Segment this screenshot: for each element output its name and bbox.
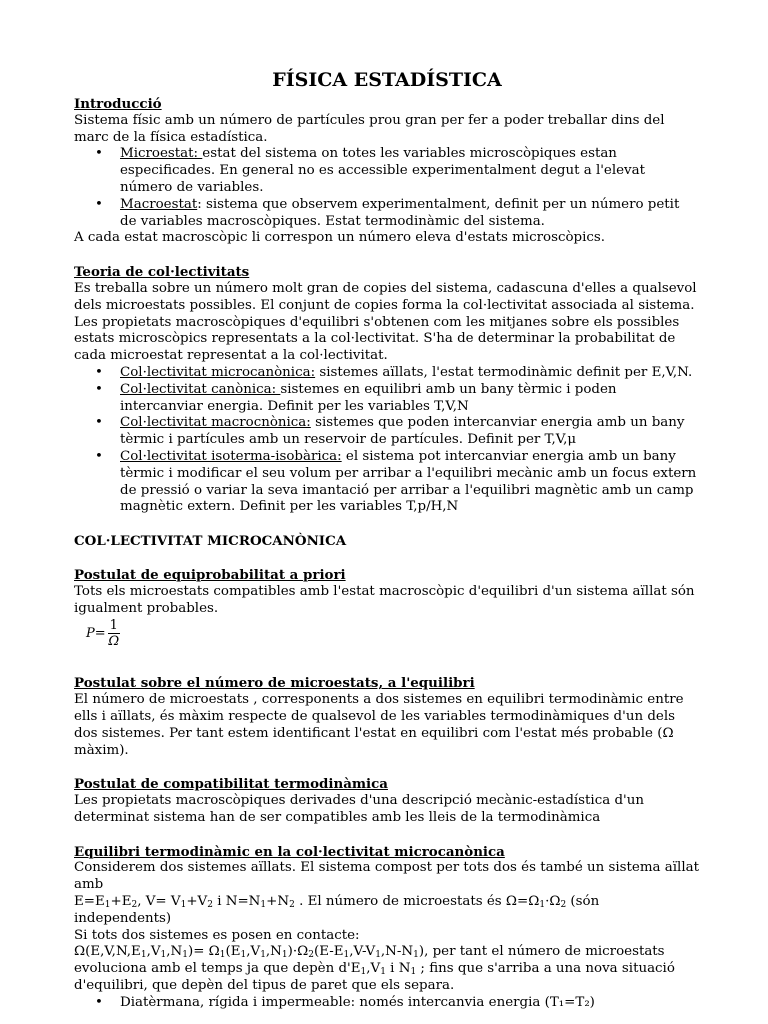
bullet-icon: •: [95, 415, 103, 431]
list-item: [74, 146, 700, 196]
bullet-icon: •: [95, 196, 103, 212]
formula-fraction: [108, 619, 120, 650]
section-heading-introduccio: Introducció: [74, 96, 162, 112]
bullet-icon: •: [95, 381, 103, 397]
formula-numerator: 1: [109, 618, 118, 634]
term-microcanonica: Col·lectivitat microcanònica:: [120, 364, 316, 380]
collectivitats-list: [74, 365, 700, 516]
page-title: FÍSICA ESTADÍSTICA: [272, 69, 502, 91]
list-item: [74, 415, 700, 449]
equilibri-line-2: $E=E_1+E_2$, $V= V_1+V_2$ i $N=N_1+N_2$ . El número de microestats és $\Omega=\Omega_1\cdot\Omega_2$ (són independents): [74, 894, 600, 926]
document-page: [74, 68, 700, 1012]
equilibri-formula-paragraph: $\Omega(E,V,N,E_1,V_1,N_1)= \Omega_1(E_1,V_1,N_1)\cdot\Omega_2(E-E_1,V-V_1,N-N_1)$, per tant el número de microestats evoluciona amb el temps ja que depèn $d'E_1,V_1$ i $N_1$ ; fins que s'arriba a una nova situació d'equilibri, que depèn del tipus de paret que els separa.: [74, 944, 675, 994]
wall-types-list: [74, 995, 700, 1012]
list-item: [74, 995, 700, 1012]
section-heading-teoria: Teoria de col·lectivitats: [74, 264, 250, 281]
postulat-microestats-text: El número de microestats , corresponents a dos sistemes en equilibri termodinàmic entre ells i aïllats, és màxim respecte de qualsevol de les variables termodinàmiques d'un dels dos sistemes. Per tant estem identificant l'estat en equilibri com l'estat més probable (Ω màxim).: [74, 692, 684, 758]
term-definition: sistemes que poden intercanviar energia amb un bany tèrmic i partícules amb un reservoir de partícules. Definit per T,V,μ: [120, 415, 685, 448]
term-macrocanonica: Col·lectivitat macrocnònica:: [120, 415, 311, 431]
intro-list: [74, 146, 700, 230]
subsection-heading-equilibri: Equilibri termodinàmic en la col·lectivitat microcanònica: [74, 843, 505, 860]
intro-paragraph: Sistema físic amb un número de partícules prou gran per fer a poder treballar dins del marc de la física estadística.: [74, 112, 665, 145]
bullet-icon: •: [95, 448, 103, 464]
term-microestat: Microestat:: [120, 146, 203, 162]
term-canonica: Col·lectivitat canònica:: [120, 381, 281, 397]
list-item: [74, 449, 700, 516]
term-definition: sistemes en equilibri amb un bany tèrmic i poden intercanviar energia. Definit per les variables T,V,N: [120, 381, 617, 414]
list-item: [74, 365, 700, 382]
postulat-compatibilitat-text: Les propietats macroscòpiques derivades d'una descripció mecànic-estadística d'un determinat sistema han de ser compatibles amb les lleis de la termodinàmica: [74, 793, 644, 825]
term-isoterma-isobarica: Col·lectivitat isoterma-isobàrica:: [120, 448, 342, 464]
equilibri-line-3: Si tots dos sistemes es posen en contacte:: [74, 927, 360, 943]
bullet-icon: •: [95, 364, 103, 380]
bullet-icon: •: [95, 146, 103, 162]
list-item: [74, 197, 700, 231]
list-item: [74, 382, 700, 416]
subsection-heading-postulat-microestats: Postulat sobre el número de microestats, a l'equilibri: [74, 675, 475, 692]
probability-formula: [86, 619, 700, 650]
section-heading-microcanonica: COL·LECTIVITAT MICROCANÒNICA: [74, 533, 347, 550]
formula-lhs: P=: [86, 626, 106, 642]
postulat-equiprobabilitat-text: Tots els microestats compatibles amb l'estat macroscòpic d'equilibri d'un sistema aïllat són igualment probables.: [74, 583, 695, 616]
term-definition: sistemes aïllats, l'estat termodinàmic definit per E,V,N.: [315, 364, 693, 380]
term-definition: estat del sistema on totes les variables microscòpiques estan especificades. En general no es accessible experimentalment degut a l'elevat número de variables.: [120, 146, 645, 195]
subsection-heading-postulat-equiprobabilitat: Postulat de equiprobabilitat a priori: [74, 566, 346, 583]
formula-denominator: Ω: [108, 634, 120, 650]
term-macroestat: Macroestat: [120, 196, 198, 212]
subsection-heading-postulat-compatibilitat: Postulat de compatibilitat termodinàmica: [74, 776, 388, 793]
equilibri-line-1: Considerem dos sistemes aïllats. El sistema compost per tots dos és també un sistema aïllat amb: [74, 860, 699, 893]
intro-closing: A cada estat macroscòpic li correspon un número eleva d'estats microscòpics.: [74, 230, 606, 246]
wall-type-diatermana: Diatèrmana, rígida i impermeable: només intercanvia energia (T₁=T₂): [120, 994, 595, 1010]
bullet-icon: •: [95, 994, 103, 1010]
term-definition: : sistema que observem experimentalment, definit per un número petit de variables macroscòpiques. Estat termodinàmic del sistema.: [120, 196, 680, 229]
term-definition: el sistema pot intercanviar energia amb un bany tèrmic i modificar el seu volum per arribar a l'equilibri mecànic amb un focus extern de pressió o variar la seva imantació per arribar a l'equilibri magnètic amb un camp magnètic extern. Definit per les variables T,p/H,N: [120, 448, 697, 515]
theory-paragraph: Es treballa sobre un número molt gran de copies del sistema, cadascuna d'elles a qualsevol dels microestats possibles. El conjunt de copies forma la col·lectivitat associada al sistema. Les propietats macroscòpiques d'equilibri s'obtenen com les mitjanes sobre els possibles estats microscòpics representats a la col·lectivitat. S'ha de determinar la probabilitat de cada microestat representat a la col·lectivitat.: [74, 280, 697, 364]
